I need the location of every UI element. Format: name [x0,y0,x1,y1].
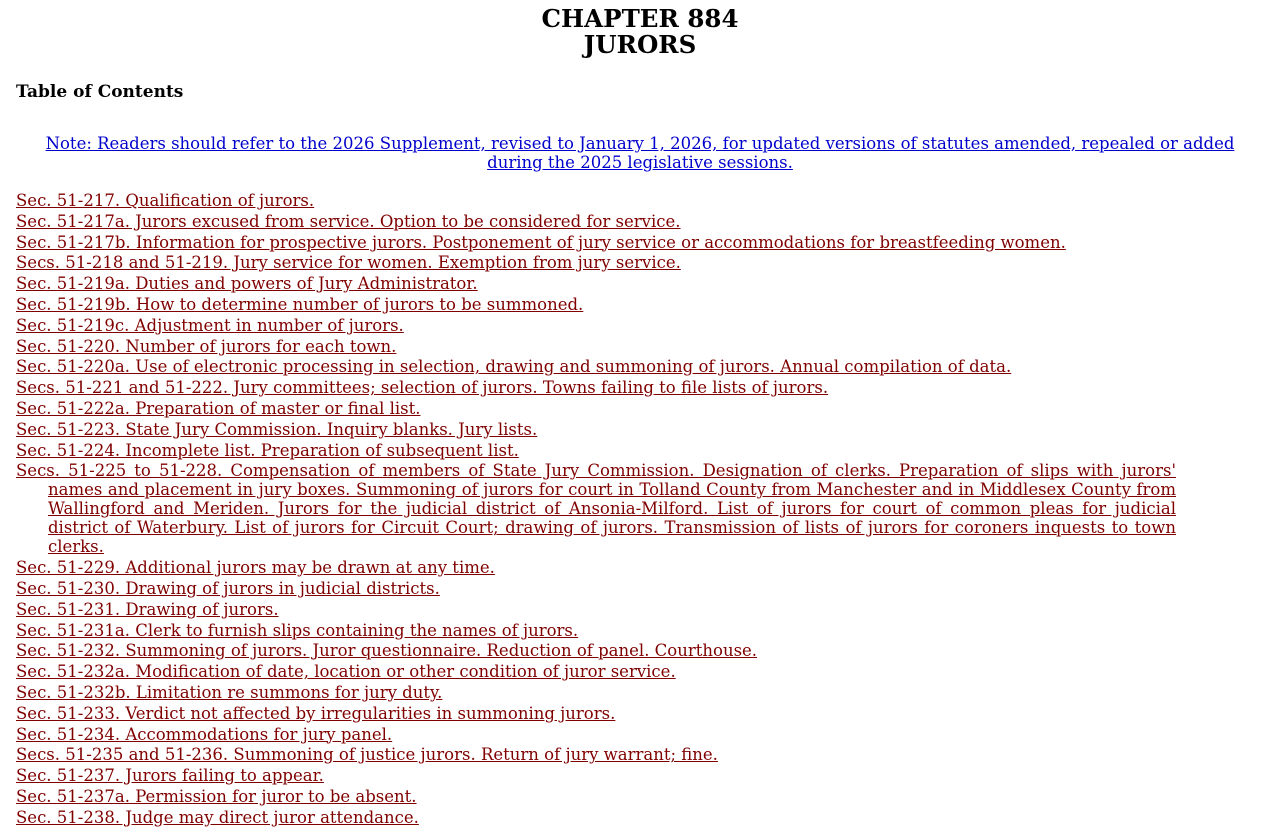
toc-list-item [16,461,1176,556]
section-link[interactable]: Sec. 51-234. Accommodations for jury panel. [16,724,393,744]
section-link[interactable]: Sec. 51-229. Additional jurors may be drawn at any time. [16,558,495,578]
toc-list-item [16,808,1176,827]
toc-list-item [16,316,1176,335]
section-link[interactable]: Sec. 51-238. Judge may direct juror attendance. [16,807,419,827]
section-link[interactable]: Secs. 51-221 and 51-222. Jury committees; selection of jurors. Towns failing to file lists of jurors. [16,378,829,398]
toc-list-item [16,558,1176,577]
toc-list-item [16,766,1176,785]
supplement-note-link[interactable]: Note: Readers should refer to the 2026 Supplement, revised to January 1, 2026, for updated versions of statutes amended, repealed or added during the 2025 legislative sessions. [45,134,1235,172]
section-link[interactable]: Sec. 51-220. Number of jurors for each town. [16,336,397,356]
section-link[interactable]: Sec. 51-237a. Permission for juror to be absent. [16,786,417,806]
toc-list-item [16,662,1176,681]
toc-heading: Table of Contents [16,82,184,102]
toc-list-item [16,274,1176,293]
toc-list-item [16,621,1176,640]
toc-list-item [16,725,1176,744]
toc-list-item [16,337,1176,356]
toc-list-item [16,683,1176,702]
section-link[interactable]: Secs. 51-235 and 51-236. Summoning of justice jurors. Return of jury warrant; fine. [16,745,718,765]
section-link[interactable]: Sec. 51-233. Verdict not affected by irregularities in summoning jurors. [16,703,616,723]
toc-list-item [16,579,1176,598]
toc-list-item [16,233,1176,252]
toc-list-item [16,253,1176,272]
section-link[interactable]: Sec. 51-231a. Clerk to furnish slips containing the names of jurors. [16,620,579,640]
toc-list [16,191,1176,829]
section-link[interactable]: Sec. 51-230. Drawing of jurors in judicial districts. [16,578,440,598]
section-link[interactable]: Secs. 51-218 and 51-219. Jury service for women. Exemption from jury service. [16,253,681,273]
section-link[interactable]: Sec. 51-219a. Duties and powers of Jury Administrator. [16,274,478,294]
chapter-header [0,6,1280,58]
section-link[interactable]: Sec. 51-231. Drawing of jurors. [16,599,279,619]
section-link[interactable]: Sec. 51-222a. Preparation of master or final list. [16,398,421,418]
section-link[interactable]: Sec. 51-217b. Information for prospective jurors. Postponement of jury service or accommodations for breastfeeding women. [16,232,1066,252]
toc-list-item [16,399,1176,418]
toc-list-item [16,600,1176,619]
toc-list-item [16,704,1176,723]
toc-list-item [16,378,1176,397]
chapter-number: CHAPTER 884 [541,4,739,33]
toc-list-item [16,357,1176,376]
section-link[interactable]: Sec. 51-232. Summoning of jurors. Juror questionnaire. Reduction of panel. Courthouse. [16,641,758,661]
toc-list-item [16,441,1176,460]
section-link[interactable]: Sec. 51-237. Jurors failing to appear. [16,766,324,786]
toc-list-item [16,745,1176,764]
toc-list-item [16,787,1176,806]
toc-list-item [16,295,1176,314]
section-link[interactable]: Secs. 51-225 to 51-228. Compensation of members of State Jury Commission. Designation of clerks. Preparation of slips with jurors' names and placement in jury boxes. Summoning of jurors for court in Tolland County from Manchester and in Middlesex County from Wallingford and Meriden. Jurors for the judicial district of Ansonia-Milford. List of jurors for court of common pleas for judicial district of Waterbury. List of jurors for Circuit Court; drawing of jurors. Transmission of lists of jurors for coroners inquests to town clerks. [16,461,1176,557]
section-link[interactable]: Sec. 51-232b. Limitation re summons for jury duty. [16,682,443,702]
toc-list-item [16,641,1176,660]
section-link[interactable]: Sec. 51-223. State Jury Commission. Inquiry blanks. Jury lists. [16,419,538,439]
toc-list-item [16,212,1176,231]
section-link[interactable]: Sec. 51-217a. Jurors excused from service. Option to be considered for service. [16,211,681,231]
toc-list-item [16,420,1176,439]
chapter-title: JURORS [583,30,697,59]
toc-list-item [16,191,1176,210]
section-link[interactable]: Sec. 51-232a. Modification of date, location or other condition of juror service. [16,662,676,682]
section-link[interactable]: Sec. 51-219b. How to determine number of jurors to be summoned. [16,294,584,314]
section-link[interactable]: Sec. 51-220a. Use of electronic processing in selection, drawing and summoning of jurors. Annual compilation of data. [16,357,1012,377]
section-link[interactable]: Sec. 51-219c. Adjustment in number of jurors. [16,315,404,335]
section-link[interactable]: Sec. 51-217. Qualification of jurors. [16,191,315,210]
supplement-note [16,135,1264,172]
section-link[interactable]: Sec. 51-224. Incomplete list. Preparation of subsequent list. [16,440,519,460]
